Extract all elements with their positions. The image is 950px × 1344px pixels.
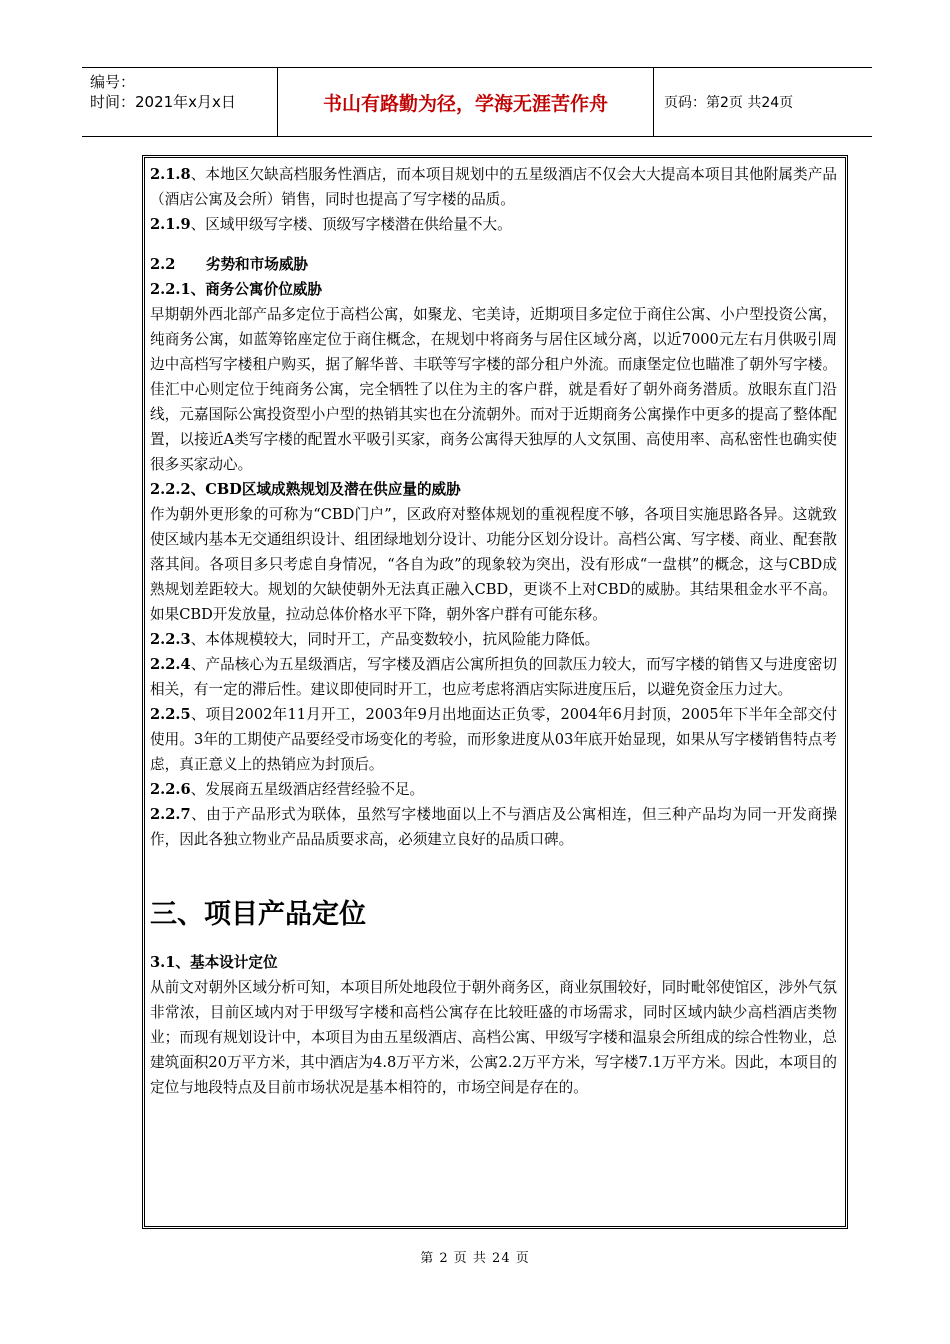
paragraph-text: 、发展商五星级酒店经营经验不足。 — [190, 781, 425, 798]
paragraph-3-1: 从前文对朝外区域分析可知，本项目所处地段位于朝外商务区，商业氛围较好，同时毗邻使馆区，涉外气氛非常浓，目前区域内对于甲级写字楼和高档公寓存在比较旺盛的市场需求，同时区域内缺少高档酒店类物业；而现有规划设计中，本项目为由五星级酒店、高档公寓、甲级写字楼和温泉会所组成的综合性物业，总建筑面积20万平方米，其中酒店为4.8万平方米，公寓2.2万平方米，写字楼7.1万平方米。因此，本项目的定位与地段特点及目前市场状况是基本相符的，市场空间是存在的。 — [150, 979, 837, 1096]
paragraph-text: 、项目2002年11月开工，2003年9月出地面达正负零，2004年6月封顶，2005年下半年全部交付使用。3年的工期使产品要经受市场变化的考验，而形象进度从03年底开始显现，如果从写字楼销售特点考虑，真正意义上的热销应为封顶后。 — [150, 706, 837, 773]
paragraph-2-2-5 — [150, 702, 837, 777]
paragraph-2-2-3 — [150, 627, 837, 652]
section-heading-2-2-1: 2.2.1、商务公寓价位威胁 — [150, 281, 322, 298]
paragraph-2-1-9 — [150, 212, 837, 237]
paragraph-number: 2.2.3 — [150, 631, 191, 648]
code-label: 编号： — [90, 73, 136, 91]
paragraph-2-2-6 — [150, 777, 837, 802]
section-heading-2-2: 2.2 劣势和市场威胁 — [150, 256, 309, 273]
paragraph-number: 2.2.5 — [150, 706, 191, 723]
section-heading-2-2-2: 2.2.2、CBD区域成熟规划及潜在供应量的威胁 — [150, 481, 461, 498]
paragraph-text: 、区域甲级写字楼、顶级写字楼潜在供给量不大。 — [190, 216, 512, 233]
paragraph-2-1-8 — [150, 162, 837, 212]
paragraph-text: 、本体规模较大，同时开工，产品变数较小，抗风险能力降低。 — [190, 631, 600, 648]
page-footer: 第 2 页 共 24 页 — [420, 1251, 530, 1266]
paragraph-2-2-7 — [150, 802, 837, 852]
paragraph-text: 、由于产品形式为联体，虽然写字楼地面以上不与酒店及公寓相连，但三种产品均为同一开发商操作，因此各独立物业产品品质要求高，必须建立良好的品质口碑。 — [150, 806, 837, 848]
paragraph-number: 2.2.7 — [150, 806, 191, 823]
header-motto: 书山有路勤为径，学海无涯苦作舟 — [278, 68, 654, 136]
paragraph-text: 、产品核心为五星级酒店，写字楼及酒店公寓所担负的回款压力较大，而写字楼的销售又与进度密切相关，有一定的滞后性。建议即使同时开工，也应考虑将酒店实际进度压后，以避免资金压力过大。 — [150, 656, 837, 698]
paragraph-2-2-1: 早期朝外西北部产品多定位于高档公寓，如聚龙、宅美诗，近期项目多定位于商住公寓、小户型投资公寓，纯商务公寓，如蓝筹铭座定位于商住概念，在规划中将商务与居住区域分离，以近7000元左右月供吸引周边中高档写字楼租户购买，据了解华普、丰联等写字楼的部分租户外流。而康堡定位也瞄准了朝外写字楼。佳汇中心则定位于纯商务公寓，完全牺牲了以住为主的客户群，就是看好了朝外商务潜质。放眼东直门沿线，元嘉国际公寓投资型小户型的热销其实也在分流朝外。而对于近期商务公寓操作中更多的提高了整体配置，以接近A类写字楼的配置水平吸引买家，商务公寓得天独厚的人文氛围、高使用率、高私密性也确实使很多买家动心。 — [150, 306, 837, 473]
paragraph-2-2-2: 作为朝外更形象的可称为“CBD门户”，区政府对整体规划的重视程度不够，各项目实施思路各异。这就致使区域内基本无交通组织设计、组团绿地划分设计、功能分区划分设计。高档公寓、写字楼、商业、配套散落其间。各项目多只考虑自身情况，“各自为政”的现象较为突出，没有形成“一盘棋”的概念，这与CBD成熟规划差距较大。规划的欠缺使朝外无法真正融入CBD，更谈不上对CBD的威胁。其结果租金水平不高。如果CBD开发放量，拉动总体价格水平下降，朝外客户群有可能东移。 — [150, 506, 837, 623]
section-heading-3-1: 3.1、基本设计定位 — [150, 954, 278, 971]
paragraph-number: 2.2.4 — [150, 656, 191, 673]
paragraph-text: 、本地区欠缺高档服务性酒店，而本项目规划中的五星级酒店不仅会大大提高本项目其他附属类产品（酒店公寓及会所）销售，同时也提高了写字楼的品质。 — [150, 166, 837, 208]
header-page-code: 页码：第2页 共24页 — [664, 95, 794, 111]
header-meta — [82, 68, 278, 136]
paragraph-number: 2.2.6 — [150, 781, 191, 798]
chapter-title: 三、项目产品定位 — [150, 899, 366, 930]
content-frame — [142, 155, 848, 1229]
time-label: 时间：2021年x月x日 — [90, 93, 236, 111]
paragraph-number: 2.1.8 — [150, 166, 191, 183]
page-header — [82, 67, 872, 137]
paragraph-number: 2.1.9 — [150, 216, 191, 233]
paragraph-2-2-4 — [150, 652, 837, 702]
